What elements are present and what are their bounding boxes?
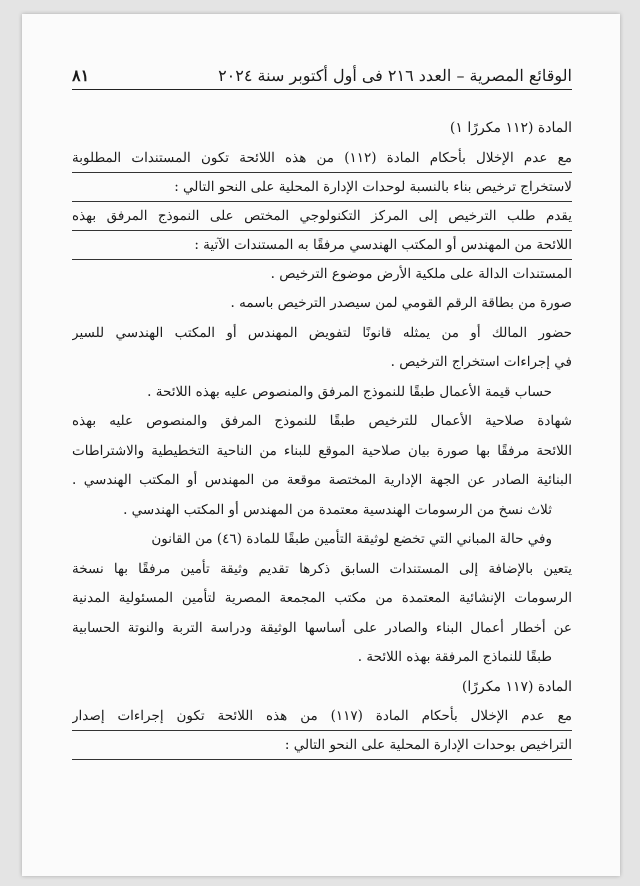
paragraph-line: اللائحة مرفقًا بها صورة بيان صلاحية الموقع للبناء من الناحية التخطيطية والاشتراطات [72, 442, 572, 459]
paragraph-line: وفي حالة المباني التي تخضع لوثيقة التأمين طبقًا للمادة (٤٦) من القانون [151, 531, 552, 547]
document-page [22, 14, 620, 876]
paragraph-line: التراخيص بوحدات الإدارة المحلية على النحو التالي : [72, 731, 572, 760]
list-item: صورة من بطاقة الرقم القومي لمن سيصدر الترخيص باسمه . [230, 295, 572, 311]
paragraph-line: لاستخراج ترخيص بناء بالنسبة لوحدات الإدارة المحلية على النحو التالي : [72, 173, 572, 202]
article-heading: المادة (١١٧ مكررًا) [461, 678, 572, 695]
paragraph-line: مع عدم الإخلال بأحكام المادة (١١٢) من هذه اللائحة تكون المستندات المطلوبة [72, 144, 572, 173]
list-item: المستندات الدالة على ملكية الأرض موضوع الترخيص . [270, 265, 572, 282]
list-item: حساب قيمة الأعمال طبقًا للنموذج المرفق والمنصوص عليه بهذه اللائحة . [147, 383, 552, 400]
article-heading: المادة (١١٢ مكررًا ١) [449, 120, 572, 136]
header-title: الوقائع المصرية – العدد ٢١٦ فى أول أكتوبر سنة ٢٠٢٤ [218, 66, 572, 85]
paragraph-line: اللائحة من المهندس أو المكتب الهندسي مرفقًا به المستندات الآتية : [72, 231, 572, 260]
paragraph-line: عن أخطار أعمال البناء والصادر على أساسها الوثيقة ودراسة التربة والنوتة الحسابية [72, 619, 572, 636]
paragraph-line: البنائية الصادر عن الجهة الإدارية المختصة موقعة من المهندس أو المكتب الهندسي . [72, 472, 572, 488]
list-item: حضور المالك أو من يمثله قانونًا لتفويض المهندس أو المكتب الهندسي للسير [72, 324, 572, 341]
page-number: ٨١ [72, 66, 90, 85]
list-item: شهادة صلاحية الأعمال للترخيص طبقًا للنموذج المرفق والمنصوص عليه بهذه [72, 413, 572, 429]
page-header [72, 66, 572, 90]
paragraph-line: الرسومات الإنشائية المعتمدة من مكتب المجمعة المصرية لتأمين المسئولية المدنية [72, 590, 572, 606]
paragraph-line: طبقًا للنماذج المرفقة بهذه اللائحة . [357, 649, 552, 665]
paragraph-line: يتعين بالإضافة إلى المستندات السابق ذكرها تقديم وثيقة تأمين مرفقًا بها نسخة [72, 560, 572, 577]
paragraph-line: يقدم طلب الترخيص إلى المركز التكنولوجي المختص على النموذج المرفق بهذه [72, 202, 572, 231]
paragraph-line: مع عدم الإخلال بأحكام المادة (١١٧) من هذه اللائحة تكون إجراءات إصدار [72, 702, 572, 731]
page-content [72, 66, 572, 760]
paragraph-line: في إجراءات استخراج الترخيص . [390, 354, 572, 370]
list-item: ثلاث نسخ من الرسومات الهندسية معتمدة من المهندس أو المكتب الهندسي . [123, 501, 552, 518]
